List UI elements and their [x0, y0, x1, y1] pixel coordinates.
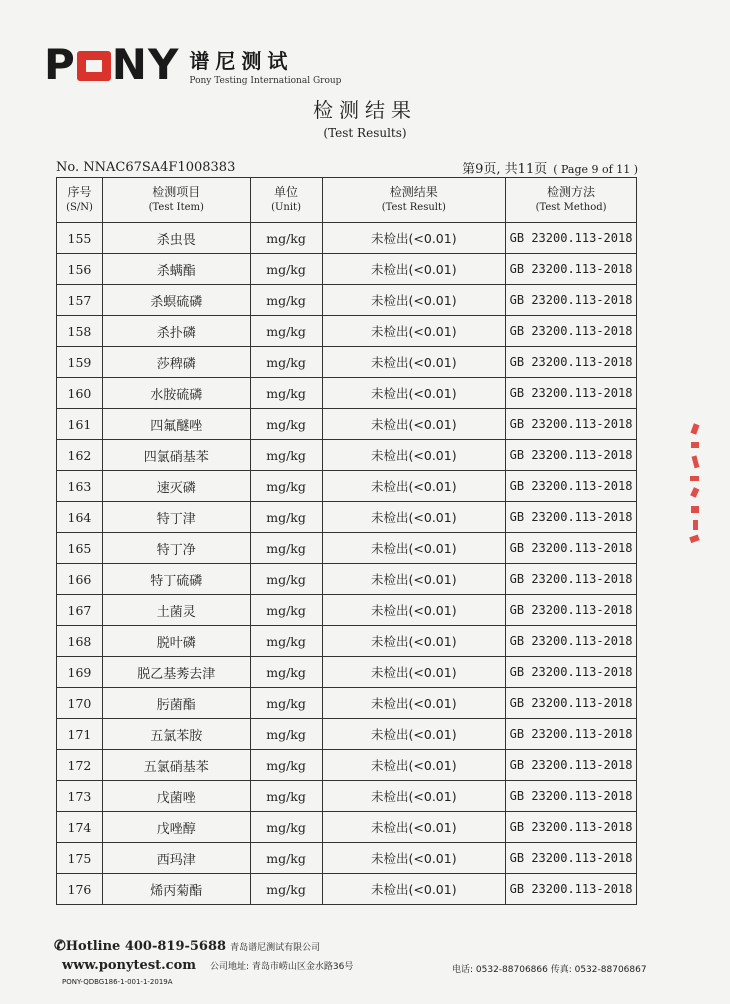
cell-test-method: GB 23200.113-2018 [506, 347, 637, 378]
table-row [57, 316, 637, 347]
cell-test-method: GB 23200.113-2018 [506, 781, 637, 812]
cell-test-item: 五氯硝基苯 [102, 750, 250, 781]
cell-test-result: 未检出(<0.01) [322, 409, 506, 440]
cell-unit: mg/kg [250, 285, 322, 316]
cell-test-result: 未检出(<0.01) [322, 347, 506, 378]
header-test-method: 检测方法 (Test Method) [506, 178, 637, 223]
cell-sn: 166 [57, 564, 103, 595]
cell-unit: mg/kg [250, 595, 322, 626]
cell-test-method: GB 23200.113-2018 [506, 595, 637, 626]
cell-test-method: GB 23200.113-2018 [506, 409, 637, 440]
page-subtitle: (Test Results) [323, 126, 407, 140]
cell-test-method: GB 23200.113-2018 [506, 471, 637, 502]
cell-sn: 167 [57, 595, 103, 626]
cell-sn: 162 [57, 440, 103, 471]
cell-test-item: 土菌灵 [102, 595, 250, 626]
cell-test-item: 杀螟硫磷 [102, 285, 250, 316]
table-row [57, 533, 637, 564]
cell-test-item: 烯丙菊酯 [102, 874, 250, 905]
logo-chinese-name: 谱尼测试 [189, 48, 294, 73]
cell-test-item: 杀虫畏 [102, 223, 250, 254]
cell-sn: 170 [57, 688, 103, 719]
table-row [57, 719, 637, 750]
cell-test-result: 未检出(<0.01) [322, 719, 506, 750]
cell-test-item: 莎稗磷 [102, 347, 250, 378]
cell-sn: 156 [57, 254, 103, 285]
cell-sn: 169 [57, 657, 103, 688]
cell-test-item: 肟菌酯 [102, 688, 250, 719]
cell-unit: mg/kg [250, 750, 322, 781]
page-indicator: 第9页, 共11页 ( Page 9 of 11 ) [462, 162, 638, 177]
cell-test-result: 未检出(<0.01) [322, 223, 506, 254]
footer-website: www.ponytest.com 公司地址: 青岛市崂山区金水路36号 [62, 958, 354, 973]
cell-sn: 160 [57, 378, 103, 409]
cell-test-method: GB 23200.113-2018 [506, 502, 637, 533]
cell-unit: mg/kg [250, 688, 322, 719]
cell-sn: 168 [57, 626, 103, 657]
cell-unit: mg/kg [250, 781, 322, 812]
footer-tel-fax: 电话: 0532-88706866 传真: 0532-88706867 [452, 965, 647, 975]
cell-unit: mg/kg [250, 812, 322, 843]
cell-sn: 174 [57, 812, 103, 843]
cell-sn: 165 [57, 533, 103, 564]
cell-test-method: GB 23200.113-2018 [506, 688, 637, 719]
cell-test-method: GB 23200.113-2018 [506, 223, 637, 254]
cell-test-result: 未检出(<0.01) [322, 626, 506, 657]
cell-test-item: 西玛津 [102, 843, 250, 874]
table-row [57, 378, 637, 409]
cell-test-method: GB 23200.113-2018 [506, 533, 637, 564]
table-row [57, 254, 637, 285]
header-test-result: 检测结果 (Test Result) [322, 178, 506, 223]
table-header-row [57, 178, 637, 223]
table-row [57, 843, 637, 874]
cell-test-method: GB 23200.113-2018 [506, 440, 637, 471]
table-row [57, 874, 637, 905]
cell-unit: mg/kg [250, 502, 322, 533]
table-row [57, 626, 637, 657]
cell-sn: 175 [57, 843, 103, 874]
cell-unit: mg/kg [250, 409, 322, 440]
report-number: No. NNAC67SA4F1008383 [56, 160, 236, 175]
cell-sn: 171 [57, 719, 103, 750]
table-row [57, 471, 637, 502]
cell-sn: 164 [57, 502, 103, 533]
cell-test-method: GB 23200.113-2018 [506, 657, 637, 688]
cell-test-result: 未检出(<0.01) [322, 812, 506, 843]
cell-sn: 158 [57, 316, 103, 347]
cell-test-item: 杀螨酯 [102, 254, 250, 285]
cell-test-method: GB 23200.113-2018 [506, 254, 637, 285]
cell-test-method: GB 23200.113-2018 [506, 316, 637, 347]
table-row [57, 502, 637, 533]
cell-test-result: 未检出(<0.01) [322, 657, 506, 688]
logo-wordmark: P NY [44, 40, 180, 89]
cell-test-method: GB 23200.113-2018 [506, 285, 637, 316]
cell-test-item: 戊唑醇 [102, 812, 250, 843]
table-row [57, 409, 637, 440]
cell-unit: mg/kg [250, 843, 322, 874]
cell-sn: 163 [57, 471, 103, 502]
cell-test-item: 五氯苯胺 [102, 719, 250, 750]
table-row [57, 781, 637, 812]
table-row [57, 657, 637, 688]
cell-unit: mg/kg [250, 626, 322, 657]
table-row [57, 285, 637, 316]
cell-test-method: GB 23200.113-2018 [506, 750, 637, 781]
header-test-item: 检测项目 (Test Item) [102, 178, 250, 223]
pony-logo [44, 40, 342, 89]
header-sn: 序号 (S/N) [57, 178, 103, 223]
table-row [57, 440, 637, 471]
cell-test-item: 特丁津 [102, 502, 250, 533]
cell-test-result: 未检出(<0.01) [322, 533, 506, 564]
cell-test-item: 脱乙基莠去津 [102, 657, 250, 688]
header-unit: 单位 (Unit) [250, 178, 322, 223]
cell-test-item: 四氟醚唑 [102, 409, 250, 440]
cell-sn: 176 [57, 874, 103, 905]
cell-test-result: 未检出(<0.01) [322, 843, 506, 874]
cell-unit: mg/kg [250, 471, 322, 502]
cell-test-method: GB 23200.113-2018 [506, 378, 637, 409]
cell-test-method: GB 23200.113-2018 [506, 626, 637, 657]
cell-test-method: GB 23200.113-2018 [506, 843, 637, 874]
cell-test-item: 戊菌唑 [102, 781, 250, 812]
cell-unit: mg/kg [250, 347, 322, 378]
page-title: 检测结果 [313, 98, 417, 122]
table-row [57, 347, 637, 378]
cell-test-item: 特丁净 [102, 533, 250, 564]
cell-unit: mg/kg [250, 564, 322, 595]
cell-unit: mg/kg [250, 378, 322, 409]
table-row [57, 564, 637, 595]
cell-sn: 173 [57, 781, 103, 812]
results-table [56, 177, 637, 905]
cell-test-result: 未检出(<0.01) [322, 750, 506, 781]
cell-test-result: 未检出(<0.01) [322, 378, 506, 409]
cell-test-item: 水胺硫磷 [102, 378, 250, 409]
cell-sn: 157 [57, 285, 103, 316]
footer-hotline: ✆Hotline 400-819-5688 青岛谱尼测试有限公司 [54, 938, 321, 954]
cell-unit: mg/kg [250, 316, 322, 347]
table-row [57, 688, 637, 719]
logo-o-mark [77, 51, 111, 81]
cell-test-result: 未检出(<0.01) [322, 502, 506, 533]
cell-test-method: GB 23200.113-2018 [506, 719, 637, 750]
cell-test-result: 未检出(<0.01) [322, 595, 506, 626]
phone-icon: ✆ [54, 938, 66, 954]
cell-test-result: 未检出(<0.01) [322, 564, 506, 595]
cell-unit: mg/kg [250, 533, 322, 564]
cell-test-item: 四氯硝基苯 [102, 440, 250, 471]
cell-test-result: 未检出(<0.01) [322, 316, 506, 347]
cell-test-result: 未检出(<0.01) [322, 254, 506, 285]
table-row [57, 595, 637, 626]
table-row [57, 223, 637, 254]
cell-unit: mg/kg [250, 223, 322, 254]
table-row [57, 812, 637, 843]
cell-test-item: 速灭磷 [102, 471, 250, 502]
cell-unit: mg/kg [250, 874, 322, 905]
cell-unit: mg/kg [250, 440, 322, 471]
cell-test-result: 未检出(<0.01) [322, 781, 506, 812]
logo-english-name: Pony Testing International Group [189, 75, 342, 86]
cell-test-method: GB 23200.113-2018 [506, 564, 637, 595]
cell-test-result: 未检出(<0.01) [322, 285, 506, 316]
cell-test-result: 未检出(<0.01) [322, 688, 506, 719]
cell-test-item: 脱叶磷 [102, 626, 250, 657]
cell-unit: mg/kg [250, 657, 322, 688]
cell-sn: 172 [57, 750, 103, 781]
cell-test-item: 特丁硫磷 [102, 564, 250, 595]
cell-test-method: GB 23200.113-2018 [506, 874, 637, 905]
cell-test-result: 未检出(<0.01) [322, 440, 506, 471]
cell-unit: mg/kg [250, 254, 322, 285]
cell-test-method: GB 23200.113-2018 [506, 812, 637, 843]
cell-test-result: 未检出(<0.01) [322, 874, 506, 905]
footer-address: 公司地址: 青岛市崂山区金水路36号 [210, 962, 354, 972]
footer-doc-code: PONY-QDBG186-1-001-1-2019A [62, 978, 173, 986]
table-row [57, 750, 637, 781]
cell-sn: 159 [57, 347, 103, 378]
cell-sn: 155 [57, 223, 103, 254]
red-stamp-edge [688, 420, 704, 560]
cell-test-item: 杀扑磷 [102, 316, 250, 347]
cell-sn: 161 [57, 409, 103, 440]
cell-unit: mg/kg [250, 719, 322, 750]
cell-test-result: 未检出(<0.01) [322, 471, 506, 502]
